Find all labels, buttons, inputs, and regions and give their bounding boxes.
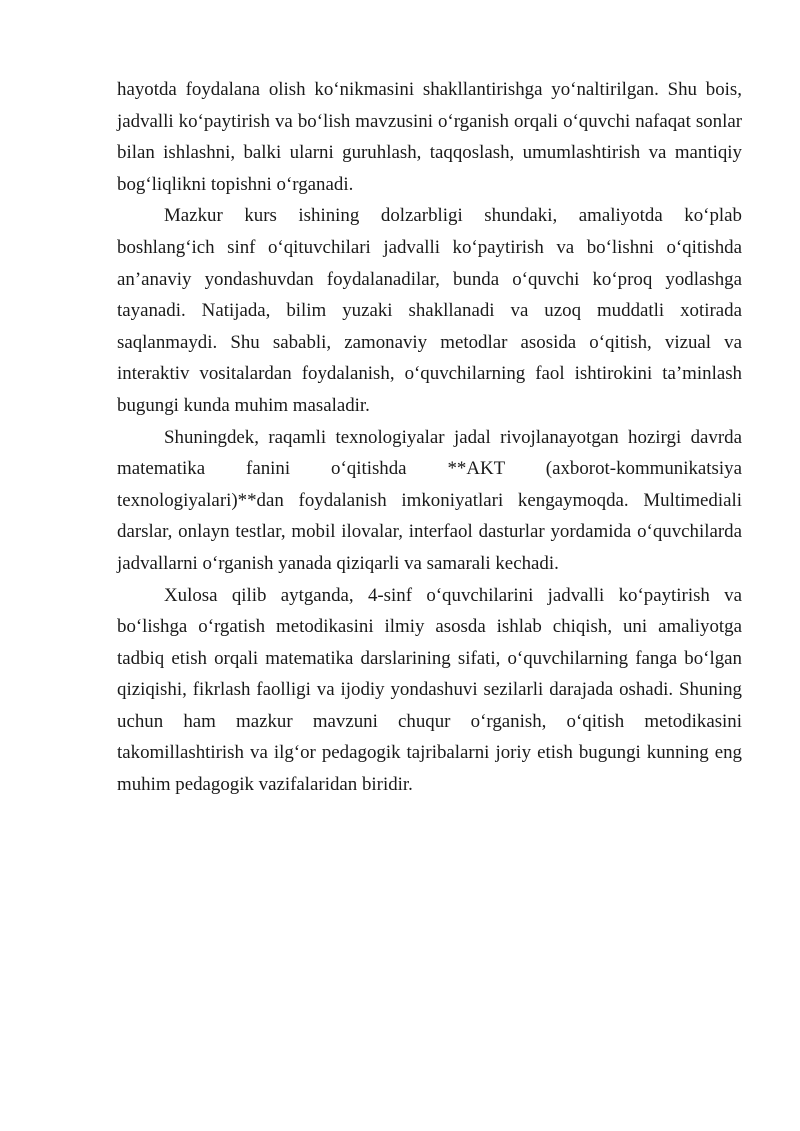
paragraph-conclusion: Xulosa qilib aytganda, 4-sinf o‘quvchilarini jadvalli ko‘paytirish va bo‘lishga o‘rgatish metodikasini ilmiy asosda ishlab chiqish, uni amaliyotga tadbiq etish orqali matematika darslarining sifati, o‘quvchilarning fanga bo‘lgan qiziqishi, fikrlash faolligi va ijodiy yondashuvi sezilarli darajada oshadi. Shuning uchun ham mazkur mavzuni chuqur o‘rganish, o‘qitish metodikasini takomillashtirish va ilg‘or pedagogik tajribalarni joriy etish bugungi kunning eng muhim pedagogik vazifalaridan biridir. <box>117 584 742 796</box>
paragraph-ict: Shuningdek, raqamli texnologiyalar jadal rivojlanayotgan hozirgi davrda matematika fanini o‘qitishda **AKT (axborot-kommunikatsiya texnologiyalari)**dan foydalanish imkoniyatlari kengaymoqda. Multimediali darslar, onlayn testlar, mobil ilovalar, interfaol dasturlar yordamida o‘quvchilarda jadvallarni o‘rganish yanada qiziqarli va samarali kechadi. <box>117 426 742 574</box>
body-text <box>117 74 742 801</box>
paragraph-relevance: Mazkur kurs ishining dolzarbligi shundaki, amaliyotda ko‘plab boshlang‘ich sinf o‘qituvchilari jadvalli ko‘paytirish va bo‘lishni o‘qitishda an’anaviy yondashuvdan foydalanadilar, bunda o‘quvchi ko‘proq yodlashga tayanadi. Natijada, bilim yuzaki shakllanadi va uzoq muddatli xotirada saqlanmaydi. Shu sababli, zamonaviy metodlar asosida o‘qitish, vizual va interaktiv vositalardan foydalanish, o‘quvchilarning faol ishtirokini ta’minlash bugungi kunda muhim masaladir. <box>117 205 742 416</box>
paragraph-continuation: hayotda foydalana olish ko‘nikmasini shakllantirishga yo‘naltirilgan. Shu bois, jadvalli ko‘paytirish va bo‘lish mavzusini o‘rganish orqali o‘quvchi nafaqat sonlar bilan ishlashni, balki ularni guruhlash, taqqoslash, umumlashtirish va mantiqiy bog‘liqlikni topishni o‘rganadi. <box>117 79 742 195</box>
